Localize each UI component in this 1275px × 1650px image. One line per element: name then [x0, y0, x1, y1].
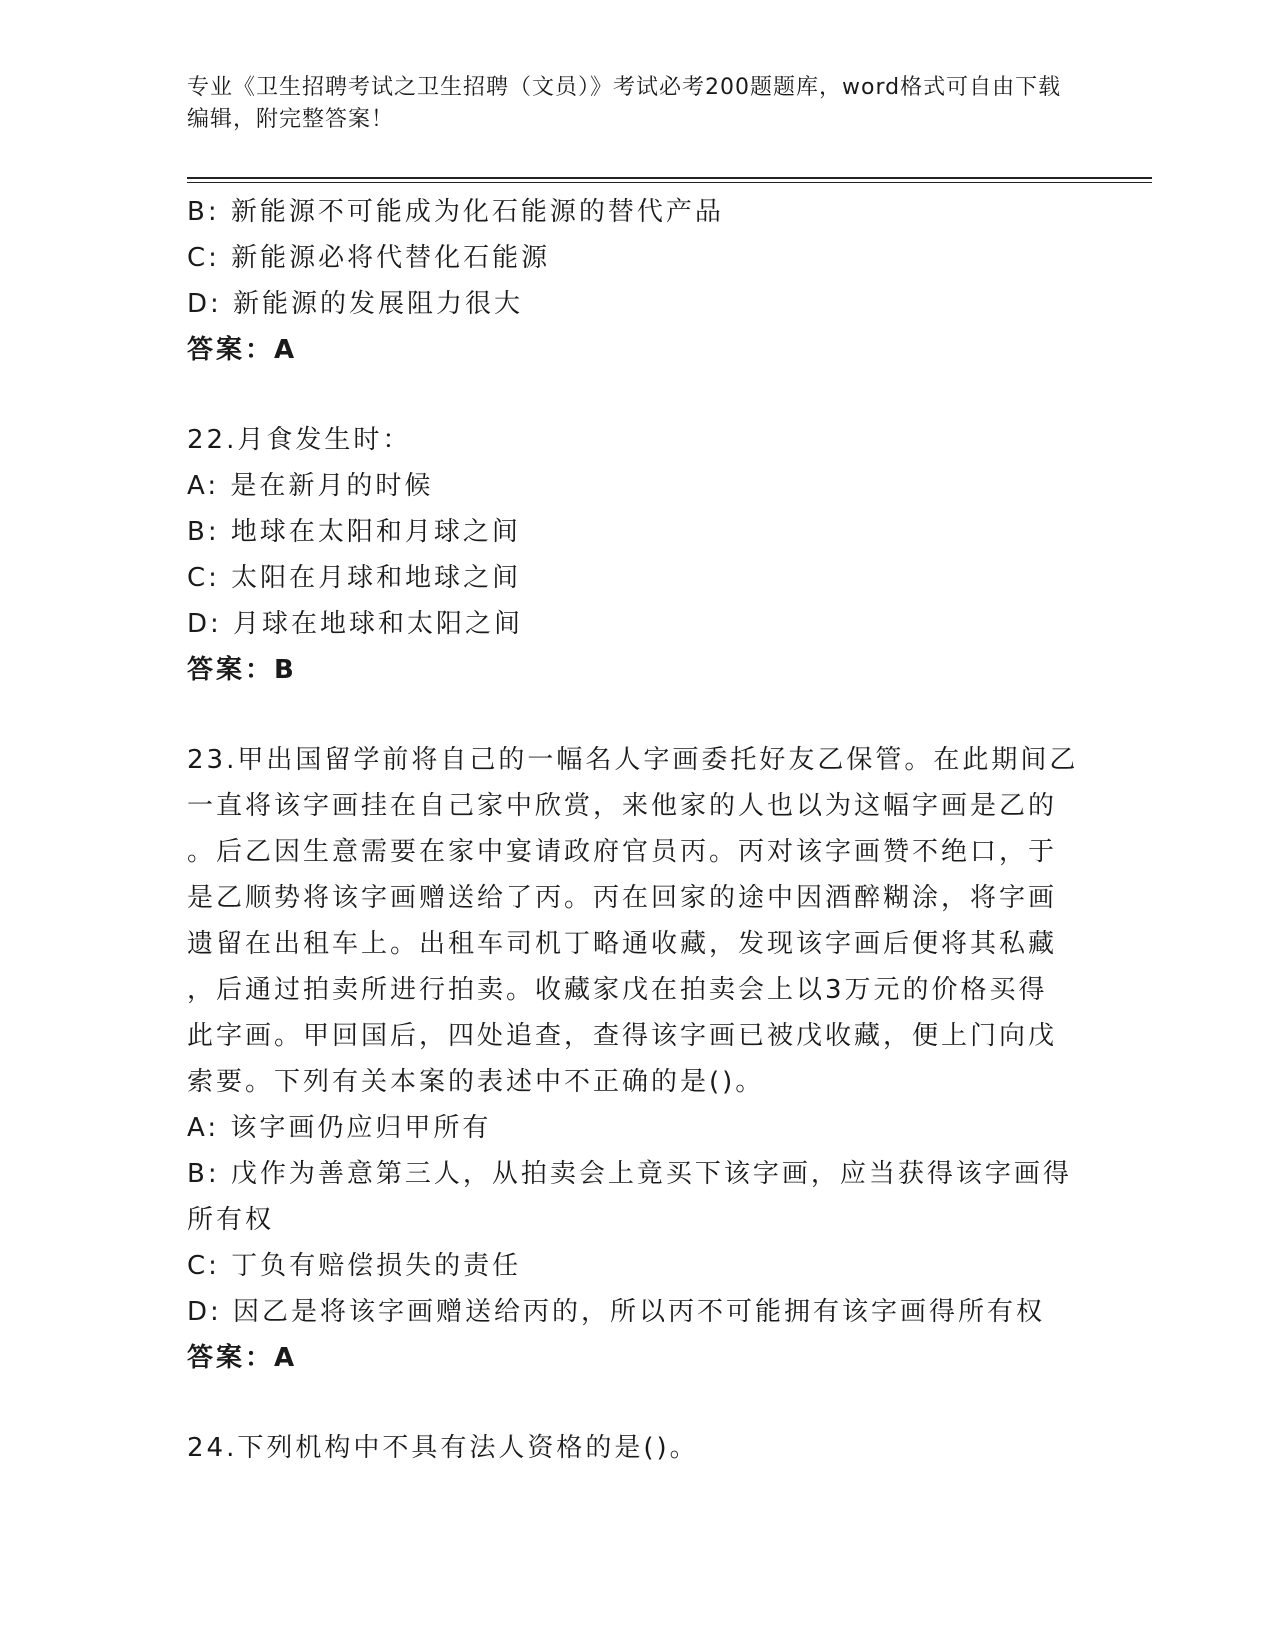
document-header: 专业《卫生招聘考试之卫生招聘（文员）》考试必考200题题库，word格式可自由下载编辑，附完整答案！ [187, 75, 1062, 132]
option-a: A: 该字画仍应归甲所有 [187, 1113, 492, 1143]
question-stem-line: 此字画。甲回国后，四处追查，查得该字画已被戊收藏，便上门向戊 [187, 1021, 1058, 1051]
option-c: C: 丁负有赔偿损失的责任 [187, 1251, 522, 1281]
question-stem-line: ，后通过拍卖所进行拍卖。收藏家戊在拍卖会上以3万元的价格买得 [187, 975, 1048, 1005]
header-divider-thin [187, 182, 1152, 183]
question-21-tail [187, 189, 1067, 373]
question-stem-line: 。后乙因生意需要在家中宴请政府官员丙。丙对该字画赞不绝口，于 [187, 837, 1058, 867]
option-b: B: 地球在太阳和月球之间 [187, 517, 521, 547]
question-stem-line: 是乙顺势将该字画赠送给了丙。丙在回家的途中因酒醉糊涂，将字画 [187, 883, 1058, 913]
question-stem: 24.下列机构中不具有法人资格的是()。 [187, 1433, 699, 1463]
option-b: B: 戊作为善意第三人，从拍卖会上竟买下该字画，应当获得该字画得 [187, 1159, 1072, 1189]
option-a: A: 是在新月的时候 [187, 471, 434, 501]
option-b: B: 新能源不可能成为化石能源的替代产品 [187, 197, 724, 227]
answer: 答案：A [187, 1343, 298, 1373]
option-c: C: 太阳在月球和地球之间 [187, 563, 522, 593]
spacer [187, 1381, 1067, 1425]
option-d: D: 新能源的发展阻力很大 [187, 289, 524, 319]
question-stem-line: 索要。下列有关本案的表述中不正确的是()。 [187, 1067, 765, 1097]
question-24 [187, 1425, 1067, 1471]
spacer [187, 693, 1067, 737]
question-stem-line: 遗留在出租车上。出租车司机丁略通收藏，发现该字画后便将其私藏 [187, 929, 1058, 959]
answer: 答案：B [187, 655, 297, 685]
answer: 答案：A [187, 335, 298, 365]
header-divider-thick [187, 177, 1152, 179]
question-stem: 22.月食发生时： [187, 425, 412, 455]
option-b-continued: 所有权 [187, 1205, 275, 1235]
option-d: D: 月球在地球和太阳之间 [187, 609, 524, 639]
question-content [187, 189, 1079, 1471]
spacer [187, 373, 1067, 417]
question-22 [187, 417, 1067, 693]
question-stem-line: 一直将该字画挂在自己家中欣赏，来他家的人也以为这幅字画是乙的 [187, 791, 1058, 821]
question-23 [187, 737, 1079, 1381]
option-c: C: 新能源必将代替化石能源 [187, 243, 551, 273]
question-stem-line: 23.甲出国留学前将自己的一幅名人字画委托好友乙保管。在此期间乙 [187, 745, 1079, 775]
option-d: D: 因乙是将该字画赠送给丙的，所以丙不可能拥有该字画得所有权 [187, 1297, 1046, 1327]
